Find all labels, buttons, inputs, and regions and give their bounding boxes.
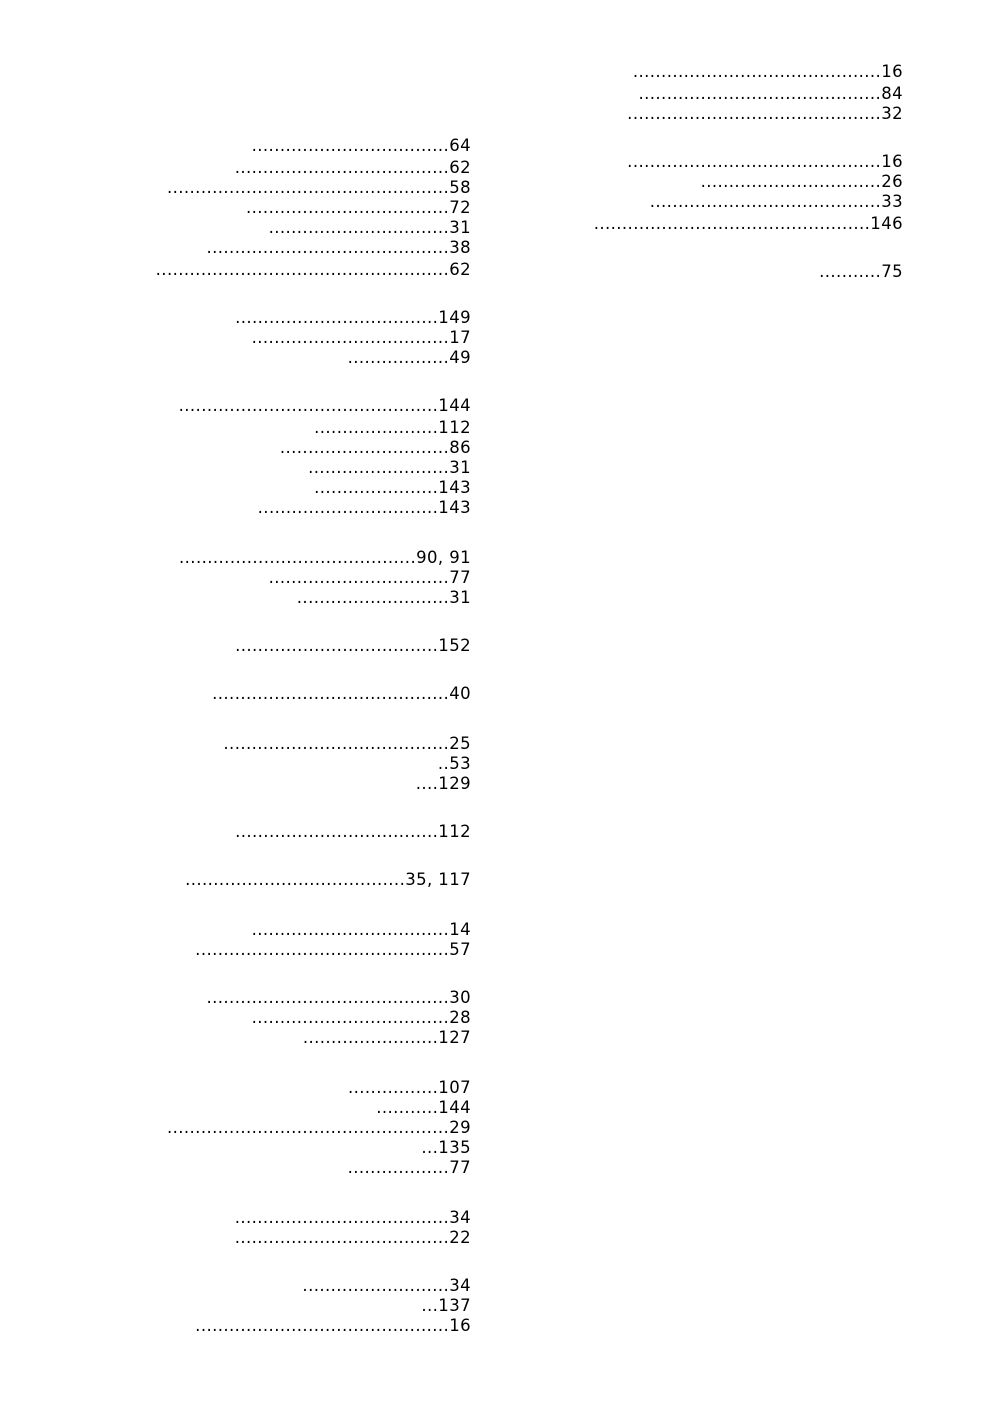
index-entry <box>627 152 903 172</box>
page-number: 34 <box>449 1276 471 1295</box>
index-entry <box>633 62 903 82</box>
page-number: 31 <box>449 458 471 477</box>
page-number: 35, 117 <box>405 870 471 889</box>
dot-leader: ............................................. <box>627 104 882 123</box>
page-number: 137 <box>438 1296 471 1315</box>
dot-leader: .................................... <box>245 198 450 217</box>
page-number: 53 <box>449 754 471 773</box>
dot-leader: .................................... <box>235 636 439 655</box>
page-number: 75 <box>881 262 903 281</box>
index-entry <box>252 328 471 348</box>
index-entry <box>252 920 471 940</box>
page-number: 16 <box>449 1316 471 1335</box>
index-entry <box>280 438 471 458</box>
page-number: 26 <box>881 172 903 191</box>
page-number: 62 <box>449 260 471 279</box>
page-number: 49 <box>449 348 471 367</box>
dot-leader: ......................................... <box>649 192 882 211</box>
dot-leader: ........................... <box>296 588 450 607</box>
index-entry <box>235 158 471 178</box>
dot-leader: ...................... <box>314 478 439 497</box>
dot-leader: .................................................. <box>166 1118 450 1137</box>
index-entry <box>212 684 471 704</box>
dot-leader: ................................... <box>251 136 450 155</box>
dot-leader: ........................................ <box>223 734 450 753</box>
page-number: 112 <box>438 418 471 437</box>
dot-leader: .................. <box>347 1158 450 1177</box>
index-entry <box>297 588 471 608</box>
index-entry <box>167 178 471 198</box>
index-entry <box>314 418 471 438</box>
dot-leader: ... <box>421 1296 439 1315</box>
dot-leader: ........................ <box>302 1028 439 1047</box>
index-entry <box>308 458 471 478</box>
page-number: 14 <box>449 920 471 939</box>
page-number: 143 <box>438 478 471 497</box>
index-entry <box>185 870 471 890</box>
index-entry <box>206 238 471 258</box>
index-entry <box>701 172 903 192</box>
index-entry <box>235 636 471 656</box>
index-entry <box>235 1228 471 1248</box>
page-number: 16 <box>881 152 903 171</box>
page-number: 57 <box>449 940 471 959</box>
index-entry <box>235 822 471 842</box>
page-number: 144 <box>438 396 471 415</box>
page-number: 29 <box>449 1118 471 1137</box>
index-entry <box>252 1008 471 1028</box>
index-entry <box>314 478 471 498</box>
page-number: 17 <box>449 328 471 347</box>
index-entry <box>302 1276 471 1296</box>
index-entry <box>627 104 903 124</box>
dot-leader: ........................................... <box>638 84 882 103</box>
dot-leader: ...................................... <box>234 1208 450 1227</box>
index-entry <box>421 1296 471 1316</box>
page-number: 32 <box>881 104 903 123</box>
dot-leader: ...................................... <box>234 1228 450 1247</box>
dot-leader: ............................................. <box>627 152 882 171</box>
dot-leader: ........................................... <box>206 988 450 1007</box>
index-entry <box>819 262 903 282</box>
index-entry <box>246 198 471 218</box>
page-number: 33 <box>881 192 903 211</box>
index-entry <box>638 84 903 104</box>
page-number: 86 <box>449 438 471 457</box>
dot-leader: .............................. <box>279 438 450 457</box>
dot-leader: .. <box>437 754 450 773</box>
index-entry <box>223 734 471 754</box>
index-entry <box>179 548 471 568</box>
index-entry <box>421 1138 471 1158</box>
page-number: 144 <box>438 1098 471 1117</box>
index-entry <box>438 754 471 774</box>
page-number: 107 <box>438 1078 471 1097</box>
page-number: 31 <box>449 588 471 607</box>
index-entry <box>235 308 471 328</box>
dot-leader: .... <box>415 774 439 793</box>
page-number: 152 <box>438 636 471 655</box>
dot-leader: ................................ <box>268 218 450 237</box>
page-number: 30 <box>449 988 471 1007</box>
index-entry <box>179 396 471 416</box>
index-entry <box>650 192 903 212</box>
index-entry <box>348 1078 471 1098</box>
page-number: 34 <box>449 1208 471 1227</box>
index-entry <box>269 568 471 588</box>
dot-leader: ................................... <box>251 920 450 939</box>
index-entry <box>156 260 471 280</box>
dot-leader: ........... <box>376 1098 439 1117</box>
page-number: 77 <box>449 1158 471 1177</box>
page-number: 112 <box>438 822 471 841</box>
index-entry <box>235 1208 471 1228</box>
index-entry <box>594 214 903 234</box>
dot-leader: ........................................... <box>206 238 450 257</box>
index-entry <box>348 348 471 368</box>
dot-leader: ................................ <box>700 172 882 191</box>
index-entry <box>416 774 471 794</box>
page-number: 64 <box>449 136 471 155</box>
dot-leader: .......................................... <box>179 548 417 567</box>
dot-leader: ........... <box>819 262 882 281</box>
page-number: 135 <box>438 1138 471 1157</box>
dot-leader: ......................... <box>308 458 450 477</box>
dot-leader: ............................................. <box>195 940 450 959</box>
page-number: 129 <box>438 774 471 793</box>
dot-leader: .................................................... <box>155 260 450 279</box>
dot-leader: ............................................ <box>632 62 882 81</box>
page-number: 22 <box>449 1228 471 1247</box>
dot-leader: ................................... <box>251 1008 450 1027</box>
index-entry <box>269 218 471 238</box>
page-number: 58 <box>449 178 471 197</box>
dot-leader: .................................................. <box>166 178 450 197</box>
index-entry <box>376 1098 471 1118</box>
dot-leader: .................. <box>347 348 450 367</box>
page-number: 149 <box>438 308 471 327</box>
page-number: 90, 91 <box>416 548 471 567</box>
index-entry <box>252 136 471 156</box>
dot-leader: .................................... <box>235 822 439 841</box>
page-number: 146 <box>870 214 903 233</box>
page-number: 38 <box>449 238 471 257</box>
index-entry <box>303 1028 471 1048</box>
index-entry <box>348 1158 471 1178</box>
page-number: 16 <box>881 62 903 81</box>
page-number: 77 <box>449 568 471 587</box>
page-number: 40 <box>449 684 471 703</box>
dot-leader: ...................................... <box>234 158 450 177</box>
page-number: 28 <box>449 1008 471 1027</box>
page-number: 84 <box>881 84 903 103</box>
index-entry <box>195 1316 471 1336</box>
index-entry <box>258 498 471 518</box>
index-entry <box>195 940 471 960</box>
dot-leader: ............................................. <box>195 1316 450 1335</box>
dot-leader: ... <box>421 1138 439 1157</box>
page-number: 72 <box>449 198 471 217</box>
page-number: 143 <box>438 498 471 517</box>
dot-leader: ....................................... <box>185 870 406 889</box>
index-entry <box>167 1118 471 1138</box>
dot-leader: ................................................. <box>593 214 871 233</box>
index-entry <box>206 988 471 1008</box>
page-number: 127 <box>438 1028 471 1047</box>
page-number: 31 <box>449 218 471 237</box>
dot-leader: ................ <box>347 1078 439 1097</box>
dot-leader: .......................................... <box>212 684 450 703</box>
dot-leader: ................................ <box>268 568 450 587</box>
page-number: 62 <box>449 158 471 177</box>
dot-leader: ................................... <box>251 328 450 347</box>
page-number: 25 <box>449 734 471 753</box>
dot-leader: ...................... <box>314 418 439 437</box>
dot-leader: ................................ <box>257 498 439 517</box>
dot-leader: .................................... <box>235 308 439 327</box>
dot-leader: .......................... <box>302 1276 450 1295</box>
dot-leader: .............................................. <box>178 396 439 415</box>
